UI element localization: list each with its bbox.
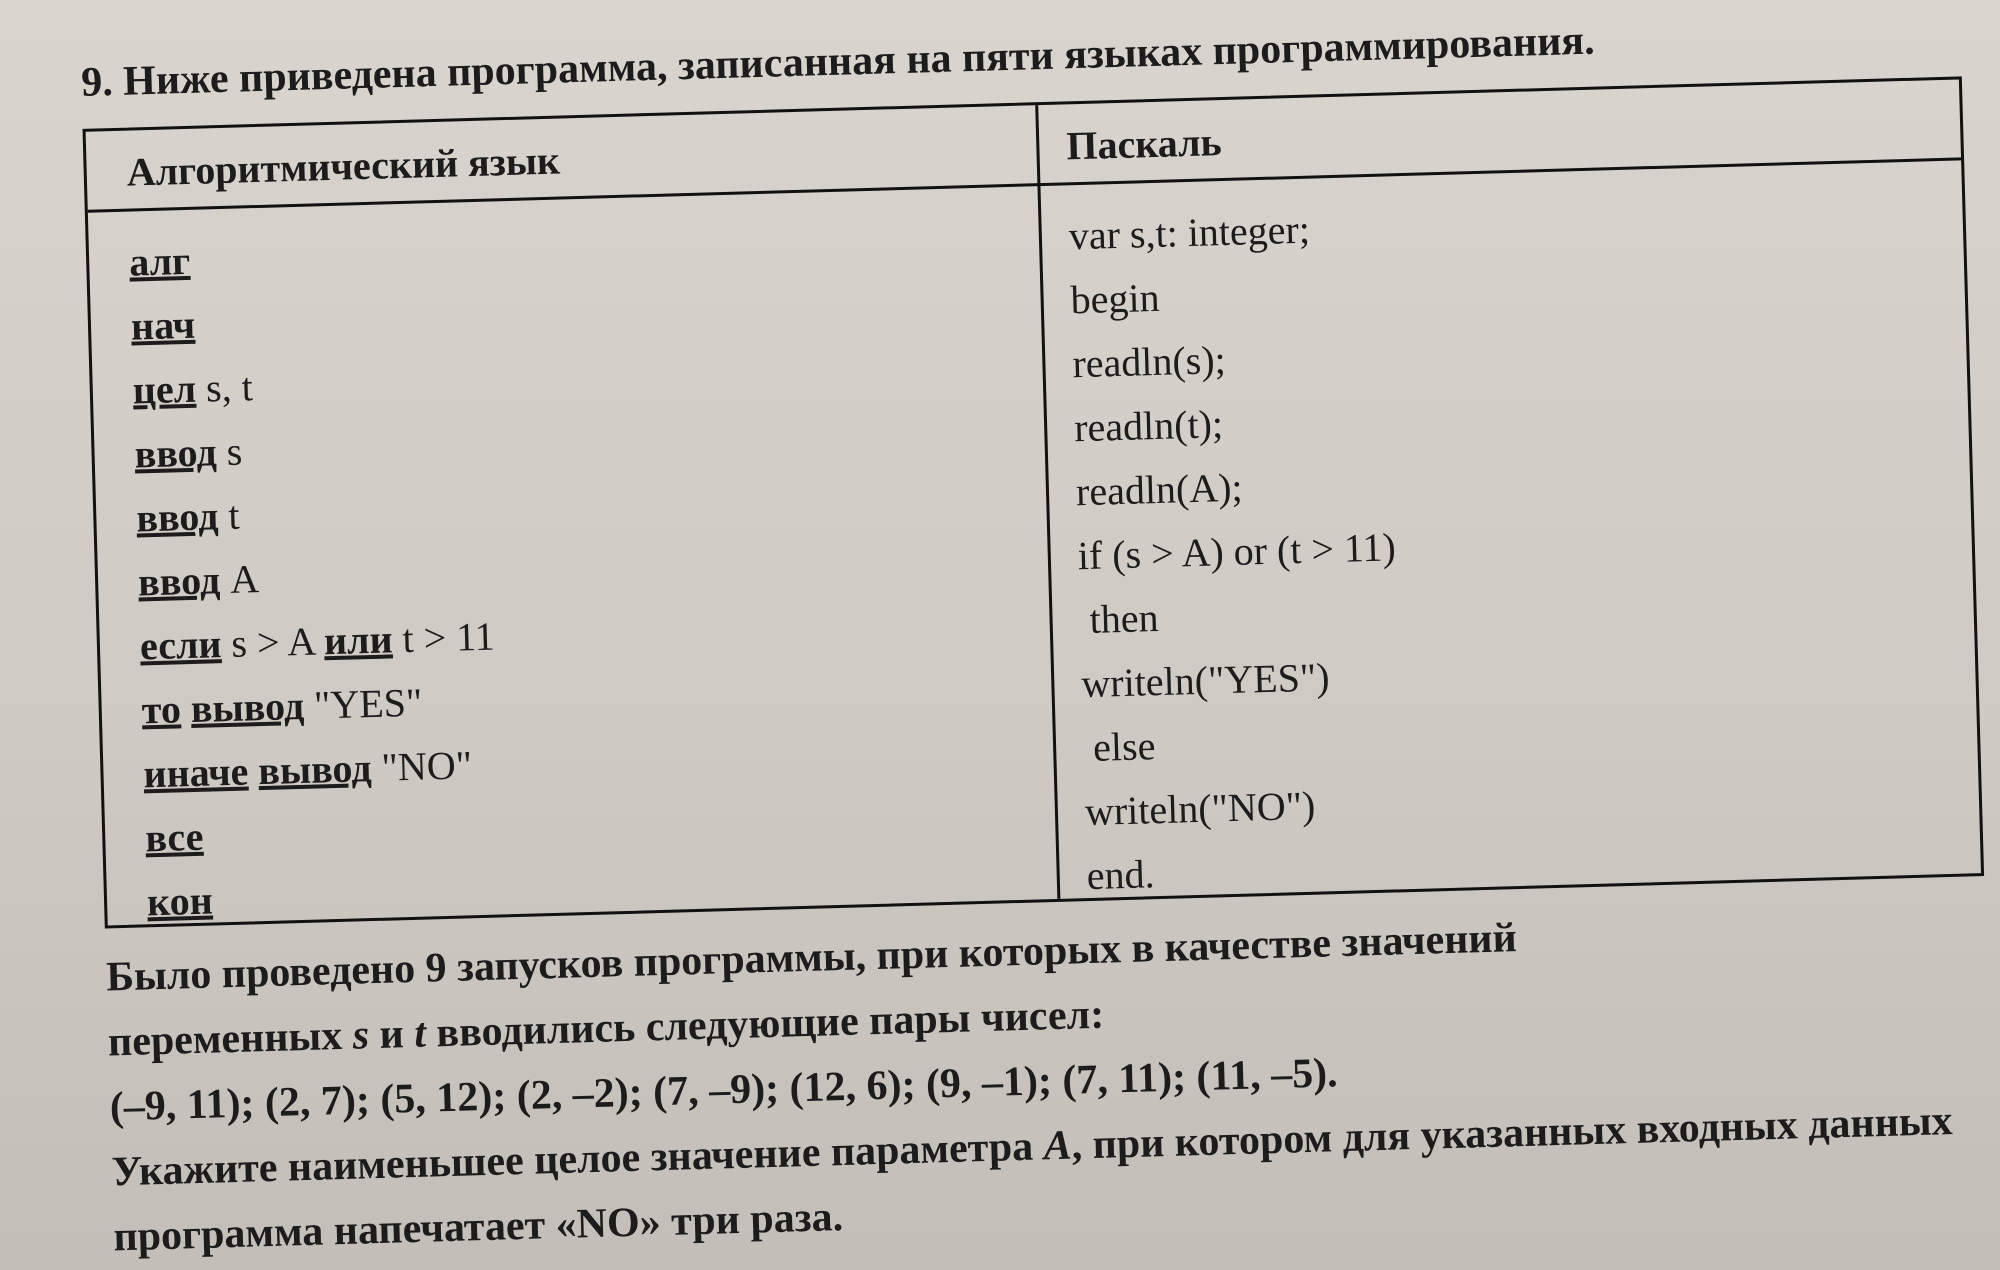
task-text-line-2 xyxy=(107,991,1104,1067)
worksheet xyxy=(40,0,2000,1261)
pascal-line: if (s > A) or (t > 11) xyxy=(1077,524,1397,579)
code-text: s xyxy=(215,428,243,475)
algo-line xyxy=(136,477,492,551)
keyword: вывод xyxy=(257,745,373,794)
algo-line xyxy=(132,349,488,423)
algo-line xyxy=(141,669,497,743)
column-divider xyxy=(1035,105,1060,899)
algo-line xyxy=(128,221,484,295)
param-A: A xyxy=(1042,1122,1073,1170)
text-span: Укажите наименьшее целое значение параметра xyxy=(111,1123,1045,1196)
text-span: и xyxy=(368,1010,415,1059)
header-algorithmic: Алгоритмический язык xyxy=(126,137,561,195)
keyword: алг xyxy=(128,237,191,285)
keyword: ввод xyxy=(135,493,219,541)
code-text: s, t xyxy=(195,364,254,411)
var-s: s xyxy=(352,1012,370,1059)
keyword: иначе xyxy=(142,748,249,797)
algorithmic-code xyxy=(128,221,502,935)
algo-line xyxy=(134,413,490,487)
code-text: A xyxy=(219,556,260,603)
pascal-line: var s,t: integer; xyxy=(1068,206,1311,259)
code-text: s > A xyxy=(220,618,325,667)
keyword: все xyxy=(144,813,205,861)
text-span: вводились следующие пары чисел: xyxy=(425,991,1105,1057)
pascal-line: writeln("YES") xyxy=(1080,654,1331,707)
pascal-line: else xyxy=(1082,723,1156,771)
pascal-line: readln(A); xyxy=(1075,464,1244,515)
pascal-line: readln(s); xyxy=(1071,337,1227,387)
pascal-line: end. xyxy=(1086,851,1156,899)
code-text: t > 11 xyxy=(391,613,496,662)
text-span: переменных xyxy=(107,1012,354,1066)
problem-heading: 9. Ниже приведена программа, записанная на пяти языках программирования. xyxy=(80,17,1596,106)
keyword: если xyxy=(139,621,223,669)
task-text-line-5: программа напечатает «NO» три раза. xyxy=(112,1194,844,1261)
algo-line xyxy=(146,860,502,934)
code-text: "YES" xyxy=(303,679,423,728)
pascal-line: writeln("NO") xyxy=(1084,782,1316,835)
keyword: цел xyxy=(132,365,197,413)
input-pairs: (–9, 11); (2, 7); (5, 12); (2, –2); (7, –9); (12, 6); (9, –1); (7, 11); (11, –5). xyxy=(109,1050,1339,1131)
algo-line xyxy=(139,605,495,679)
text-span: , при котором для указанных входных данных xyxy=(1070,1098,1954,1169)
code-table xyxy=(82,76,1984,928)
table-header-row xyxy=(86,79,1962,212)
pascal-code xyxy=(1068,195,1406,908)
var-t: t xyxy=(413,1010,427,1057)
keyword: нач xyxy=(130,301,196,349)
code-text: "NO" xyxy=(370,742,473,791)
header-pascal: Паскаль xyxy=(1065,119,1223,169)
pascal-line: begin xyxy=(1070,274,1161,323)
pascal-line: then xyxy=(1078,595,1160,643)
algo-line xyxy=(137,541,493,615)
keyword: ввод xyxy=(133,429,218,477)
task-text-line-1: Было проведено 9 запусков программы, при которых в качестве значений xyxy=(105,915,1518,1001)
keyword: или xyxy=(323,616,394,664)
algo-line xyxy=(144,796,500,870)
algo-line xyxy=(130,285,486,359)
keyword: ввод xyxy=(137,557,221,605)
keyword: вывод xyxy=(190,682,305,732)
pascal-line: readln(t); xyxy=(1073,401,1224,451)
algo-line xyxy=(143,733,499,807)
code-text: t xyxy=(217,492,241,539)
keyword: то xyxy=(141,686,182,733)
keyword: кон xyxy=(146,877,214,925)
